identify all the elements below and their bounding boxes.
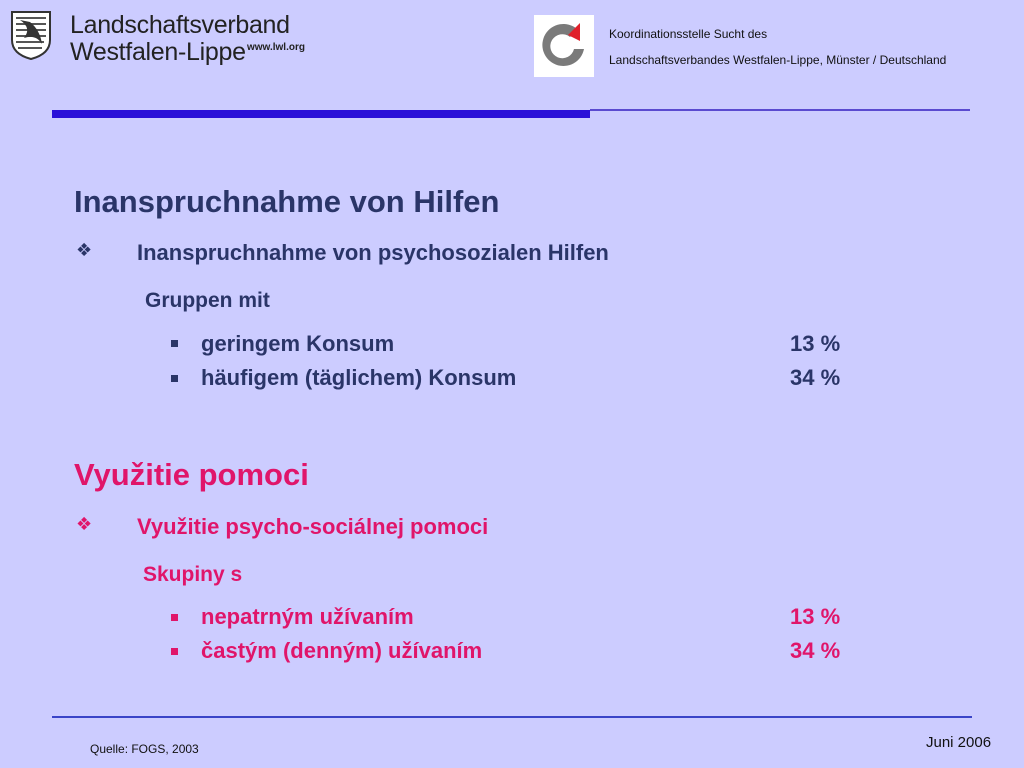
square-bullet-icon (171, 614, 178, 621)
square-bullet-icon (171, 648, 178, 655)
german-title: Inanspruchnahme von Hilfen (74, 184, 500, 219)
slovak-item-label: nepatrným užívaním (201, 604, 414, 629)
koordinationsstelle-logo (534, 15, 594, 77)
diamond-bullet-icon: ❖ (76, 514, 93, 534)
ring-logo-icon (534, 15, 594, 77)
slovak-group-label: Skupiny s (143, 563, 243, 586)
slovak-subtitle: Využitie psycho-sociálnej pomoci (137, 514, 489, 539)
brand-line-2: Westfalen-Lippe (70, 38, 246, 66)
german-subtitle: Inanspruchnahme von psychosozialen Hilfen (137, 240, 609, 265)
header-rule-thick (52, 110, 590, 118)
brand-url: www.lwl.org (247, 42, 305, 53)
slovak-item-value: 13 % (790, 604, 841, 629)
german-item-label: geringem Konsum (201, 331, 395, 356)
square-bullet-icon (171, 340, 178, 347)
german-group-label: Gruppen mit (145, 289, 270, 312)
brand-line-1: Landschaftsverband (70, 11, 290, 39)
german-item-label: häufigem (täglichem) Konsum (201, 365, 517, 390)
date-label: Juni 2006 (926, 734, 992, 751)
brand-name (70, 12, 290, 66)
slovak-title: Využitie pomoci (74, 457, 309, 492)
german-item-value: 13 % (790, 331, 841, 356)
footer-rule (52, 716, 972, 718)
header-rule-thin (590, 109, 970, 111)
slovak-item-value: 34 % (790, 638, 841, 663)
german-item-value: 34 % (790, 365, 841, 390)
slovak-item-label: častým (denným) užívaním (201, 638, 483, 663)
lwl-emblem-icon (10, 10, 52, 60)
square-bullet-icon (171, 375, 178, 382)
diamond-bullet-icon: ❖ (76, 240, 93, 260)
org-line-2: Landschaftsverbandes Westfalen-Lippe, Münster / Deutschland (609, 53, 947, 67)
lwl-logo (8, 8, 308, 66)
source-note: Quelle: FOGS, 2003 (90, 742, 199, 756)
org-line-1: Koordinationsstelle Sucht des (609, 27, 768, 41)
